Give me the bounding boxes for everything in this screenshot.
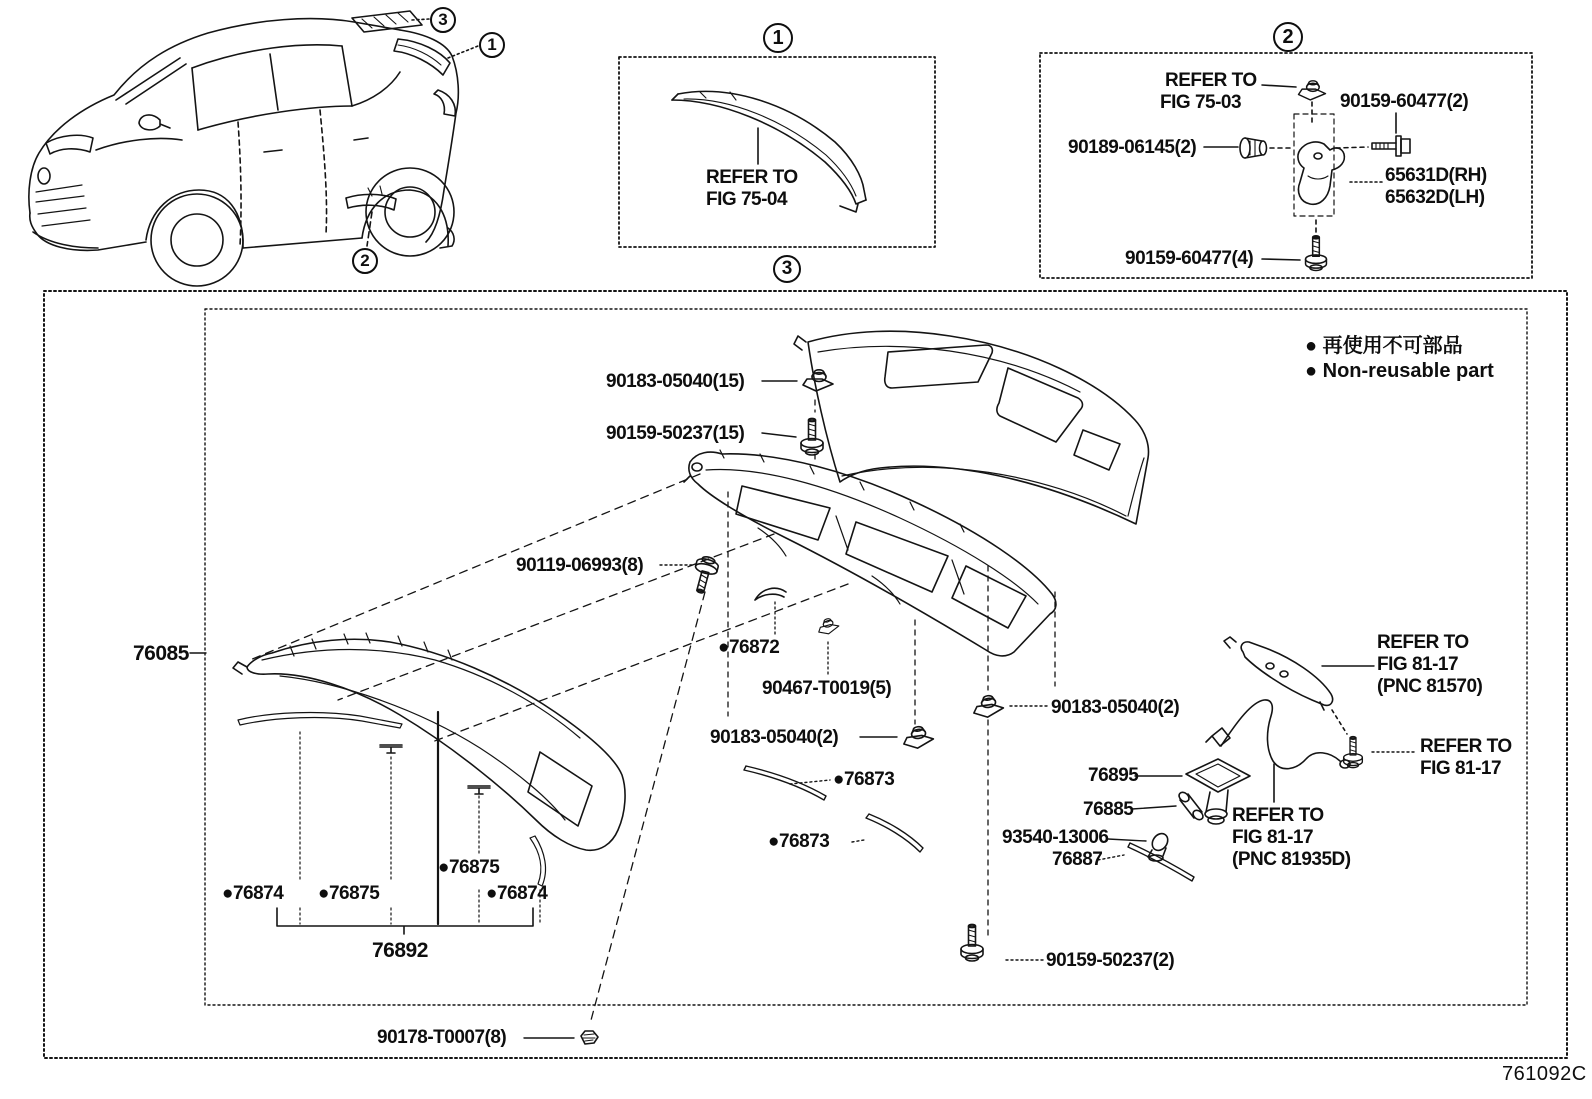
clip-icon <box>902 725 935 750</box>
label-harness-refer-line2: FIG 81-17 <box>1232 827 1314 848</box>
label-90178-t0007-8: 90178-T0007(8) <box>377 1027 507 1048</box>
label-76892: 76892 <box>372 939 428 962</box>
label-refer-fig-75-03-line1: REFER TO <box>1165 70 1257 91</box>
label-76885: 76885 <box>1083 799 1134 820</box>
bolt-icon <box>1372 136 1410 156</box>
label-76875-right: ●76875 <box>438 857 500 878</box>
label-90159-50237-2: 90159-50237(2) <box>1046 950 1175 971</box>
label-65631d-rh: 65631D(RH) <box>1385 165 1487 186</box>
screw-icon <box>801 418 823 455</box>
label-76873-upper: ●76873 <box>833 769 895 790</box>
label-93540-13006: 93540-13006 <box>1002 827 1109 848</box>
grommet-icon <box>1240 138 1267 158</box>
label-lamp-screw-refer-line1: REFER TO <box>1420 736 1512 757</box>
label-harness-refer-line1: REFER TO <box>1232 805 1324 826</box>
spoiler-outer-panel-drawing <box>794 331 1148 524</box>
box1-callout-1: 1 <box>763 23 793 53</box>
label-76872: ●76872 <box>718 637 780 658</box>
legend-non-reusable-en: ● Non-reusable part <box>1305 360 1494 382</box>
pin-icon <box>468 786 490 794</box>
label-refer-fig-75-04-line1: REFER TO <box>706 167 798 188</box>
grommet-76885-drawing <box>1177 790 1205 821</box>
clip-icon <box>1299 81 1326 100</box>
clip-icon <box>816 616 840 636</box>
label-refer-fig-75-03-line2: FIG 75-03 <box>1160 92 1242 113</box>
label-90183-05040-15: 90183-05040(15) <box>606 371 745 392</box>
box1-frame <box>619 57 935 247</box>
label-lamp-refer-line2: FIG 81-17 <box>1377 654 1459 675</box>
projection-lines <box>250 400 1055 1024</box>
clip-icon <box>972 694 1005 719</box>
screw-icon <box>961 924 983 961</box>
high-mount-lamp-drawing <box>1224 637 1347 734</box>
label-90159-50237-15: 90159-50237(15) <box>606 423 745 444</box>
figure-code: 761092C <box>1502 1063 1587 1085</box>
label-harness-refer-line3: (PNC 81935D) <box>1232 849 1351 870</box>
label-76874-right: ●76874 <box>486 883 548 904</box>
label-90467-t0019-5: 90467-T0019(5) <box>762 678 892 699</box>
car-callout-3: 3 <box>430 7 456 33</box>
pin-icon <box>380 745 402 753</box>
label-76085: 76085 <box>133 642 189 665</box>
label-90183-05040-2-left: 90183-05040(2) <box>710 727 839 748</box>
label-76874-left: ●76874 <box>222 883 284 904</box>
label-65632d-lh: 65632D(LH) <box>1385 187 1485 208</box>
screw-icon <box>1344 737 1363 768</box>
tape-76887-drawing <box>1128 843 1194 881</box>
label-lamp-refer-line3: (PNC 81570) <box>1377 676 1483 697</box>
label-76873-lower: ●76873 <box>768 831 830 852</box>
label-90183-05040-2-right: 90183-05040(2) <box>1051 697 1180 718</box>
label-90159-60477-4: 90159-60477(4) <box>1125 248 1254 269</box>
label-90159-60477-2: 90159-60477(2) <box>1340 91 1469 112</box>
bracket-part-drawing <box>1294 114 1344 216</box>
clip-icon <box>803 370 833 391</box>
label-lamp-refer-line1: REFER TO <box>1377 632 1469 653</box>
car-callout-2: 2 <box>352 248 378 274</box>
box3-callout-3: 3 <box>773 255 801 283</box>
bulb-drawing <box>1148 831 1171 861</box>
car-overview-drawing <box>29 11 478 286</box>
legend-non-reusable-jp: ● 再使用不可部品 <box>1305 335 1463 357</box>
screw-icon <box>1306 236 1327 271</box>
box2-callout-2: 2 <box>1273 22 1303 52</box>
label-refer-fig-75-04-line2: FIG 75-04 <box>706 189 788 210</box>
label-lamp-screw-refer-line2: FIG 81-17 <box>1420 758 1502 779</box>
label-76895: 76895 <box>1088 765 1139 786</box>
car-callout-1: 1 <box>479 32 505 58</box>
label-76875-left: ●76875 <box>318 883 380 904</box>
label-90189-06145-2: 90189-06145(2) <box>1068 137 1197 158</box>
fasteners-drawing <box>581 370 1004 1044</box>
label-76887: 76887 <box>1052 849 1103 870</box>
nut-icon <box>581 1031 598 1044</box>
label-90119-06993-8: 90119-06993(8) <box>516 555 644 576</box>
